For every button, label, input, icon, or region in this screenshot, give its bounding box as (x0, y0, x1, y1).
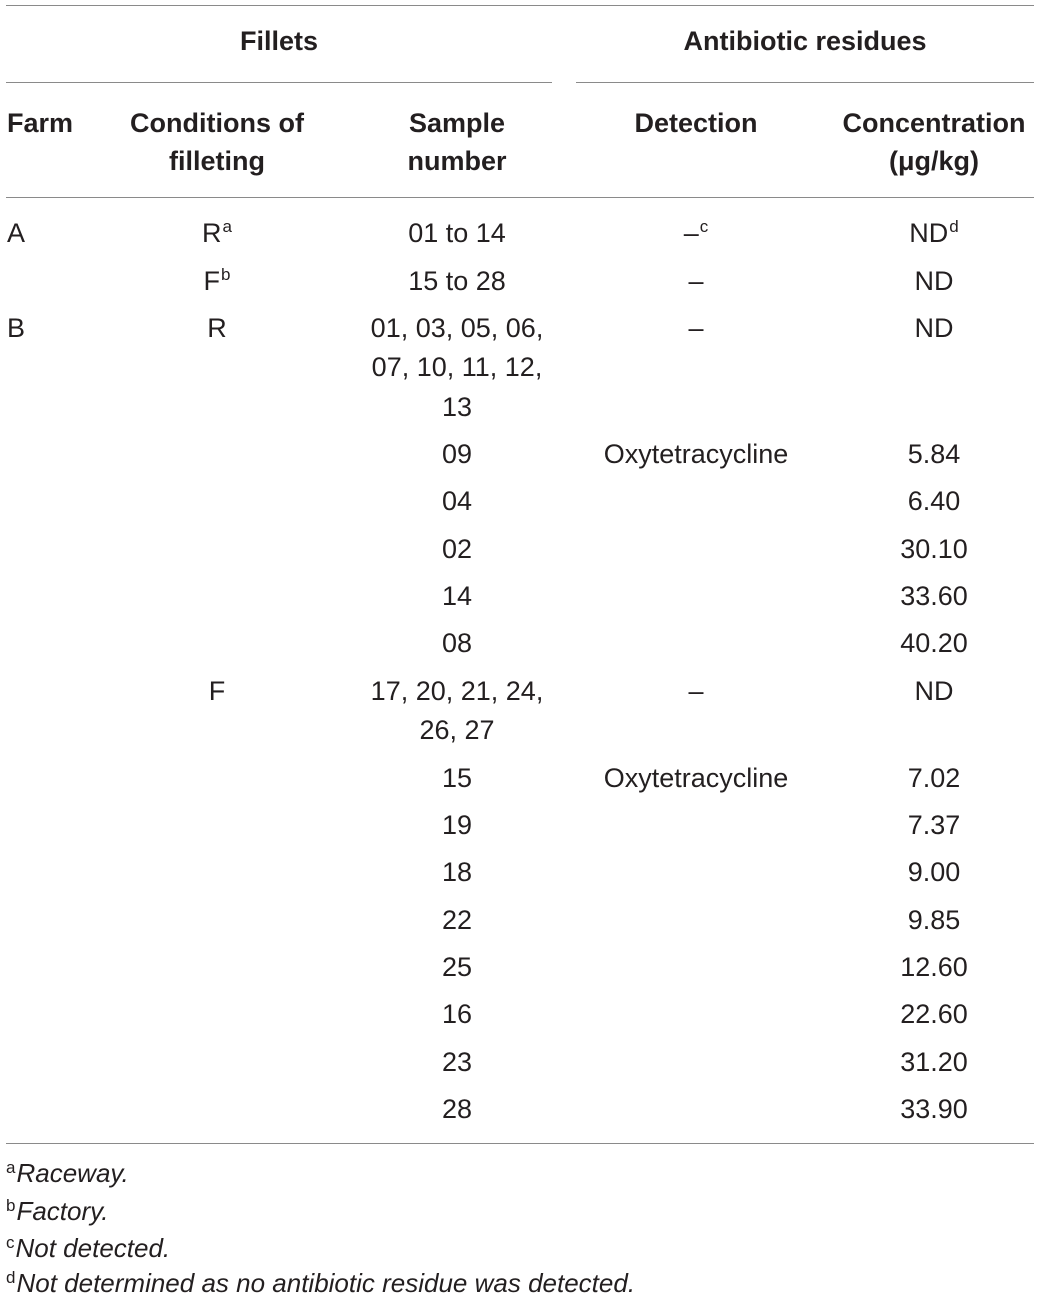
cell-sample-line2: 07, 10, 11, 12, (371, 352, 543, 382)
cell-sample: 02 (441, 534, 473, 564)
cell-farm: A (7, 218, 26, 248)
cell-sample: 09 (441, 439, 473, 469)
cell-concentration: ND (914, 313, 954, 343)
cell-concentration: 9.85 (907, 905, 961, 935)
cell-sample: 23 (441, 1047, 473, 1077)
cell-conditions: R (207, 313, 227, 343)
cell-concentration: 33.90 (900, 1094, 968, 1124)
footnote-mark: d (949, 217, 959, 236)
cell-concentration: 7.02 (907, 763, 961, 793)
cell-detection-text: – (683, 218, 699, 248)
cell-sample: 15 to 28 (408, 266, 506, 296)
fillets-group-rule (6, 82, 552, 83)
col-header-concentration-line1: Concentration (842, 108, 1026, 138)
cell-detection: Oxytetracycline (603, 763, 789, 793)
cell-sample: 28 (441, 1094, 473, 1124)
cell-detection: – (688, 313, 704, 343)
cell-conditions-text: R (202, 218, 222, 248)
cell-concentration: 40.20 (900, 628, 968, 658)
cell-concentration: 31.20 (900, 1047, 968, 1077)
cell-sample: 22 (441, 905, 473, 935)
footnote-c-mark: c (6, 1233, 15, 1252)
cell-concentration: 22.60 (900, 999, 968, 1029)
cell-sample-line1: 01, 03, 05, 06, (370, 313, 544, 343)
cell-concentration-text: ND (909, 218, 949, 248)
footnote-b-mark: b (6, 1196, 16, 1215)
cell-conditions: F (208, 676, 226, 706)
col-header-farm: Farm (7, 108, 74, 138)
col-header-conditions-line1: Conditions of (130, 108, 304, 138)
footnote-d (6, 1265, 635, 1305)
cell-conditions (204, 261, 231, 305)
footnote-a-text: Raceway. (16, 1158, 129, 1188)
col-header-concentration-line2: (μg/kg) (888, 146, 980, 176)
footnote-a (6, 1155, 129, 1195)
cell-concentration: 33.60 (900, 581, 968, 611)
cell-sample-line2: 26, 27 (419, 715, 495, 745)
footnote-c-text: Not detected. (15, 1233, 171, 1263)
cell-conditions-text: F (203, 266, 221, 296)
cell-concentration: 12.60 (900, 952, 968, 982)
cell-sample: 08 (441, 628, 473, 658)
cell-concentration: ND (914, 676, 954, 706)
cell-sample: 14 (441, 581, 473, 611)
cell-sample: 15 (441, 763, 473, 793)
table-bottom-rule (6, 1143, 1034, 1144)
cell-detection (684, 213, 709, 257)
footnote-mark: a (222, 217, 232, 236)
cell-concentration: ND (914, 266, 954, 296)
cell-sample-line1: 17, 20, 21, 24, (370, 676, 544, 706)
footnote-c (6, 1230, 170, 1270)
footnote-mark: c (699, 217, 709, 236)
residues-group-rule (576, 82, 1034, 83)
cell-concentration: 6.40 (907, 486, 961, 516)
cell-sample: 25 (441, 952, 473, 982)
cell-concentration (909, 213, 958, 257)
col-header-detection: Detection (634, 108, 758, 138)
group-header-fillets: Fillets (239, 26, 319, 56)
cell-detection: – (688, 266, 704, 296)
header-bottom-rule (6, 197, 1034, 198)
cell-concentration: 7.37 (907, 810, 961, 840)
cell-sample: 16 (441, 999, 473, 1029)
cell-sample-line3: 13 (441, 392, 473, 422)
cell-concentration: 30.10 (900, 534, 968, 564)
footnote-b-text: Factory. (16, 1196, 109, 1226)
cell-conditions (202, 213, 232, 257)
cell-detection: Oxytetracycline (603, 439, 789, 469)
cell-concentration: 5.84 (907, 439, 961, 469)
cell-sample: 19 (441, 810, 473, 840)
cell-farm: B (7, 313, 26, 343)
cell-sample: 04 (441, 486, 473, 516)
col-header-conditions-line2: filleting (169, 146, 265, 176)
group-header-antibiotic-residues: Antibiotic residues (683, 26, 927, 56)
footnote-d-text: Not determined as no antibiotic residue was detected. (16, 1268, 636, 1298)
cell-concentration: 9.00 (907, 857, 961, 887)
footnote-a-mark: a (6, 1158, 16, 1177)
cell-sample: 01 to 14 (408, 218, 506, 248)
col-header-sample-line1: Sample (408, 108, 506, 138)
cell-detection: – (688, 676, 704, 706)
footnote-d-mark: d (6, 1268, 16, 1287)
cell-sample: 18 (441, 857, 473, 887)
top-rule (6, 5, 1034, 6)
footnote-mark: b (221, 265, 231, 284)
footnote-b (6, 1193, 108, 1233)
col-header-sample-line2: number (407, 146, 507, 176)
